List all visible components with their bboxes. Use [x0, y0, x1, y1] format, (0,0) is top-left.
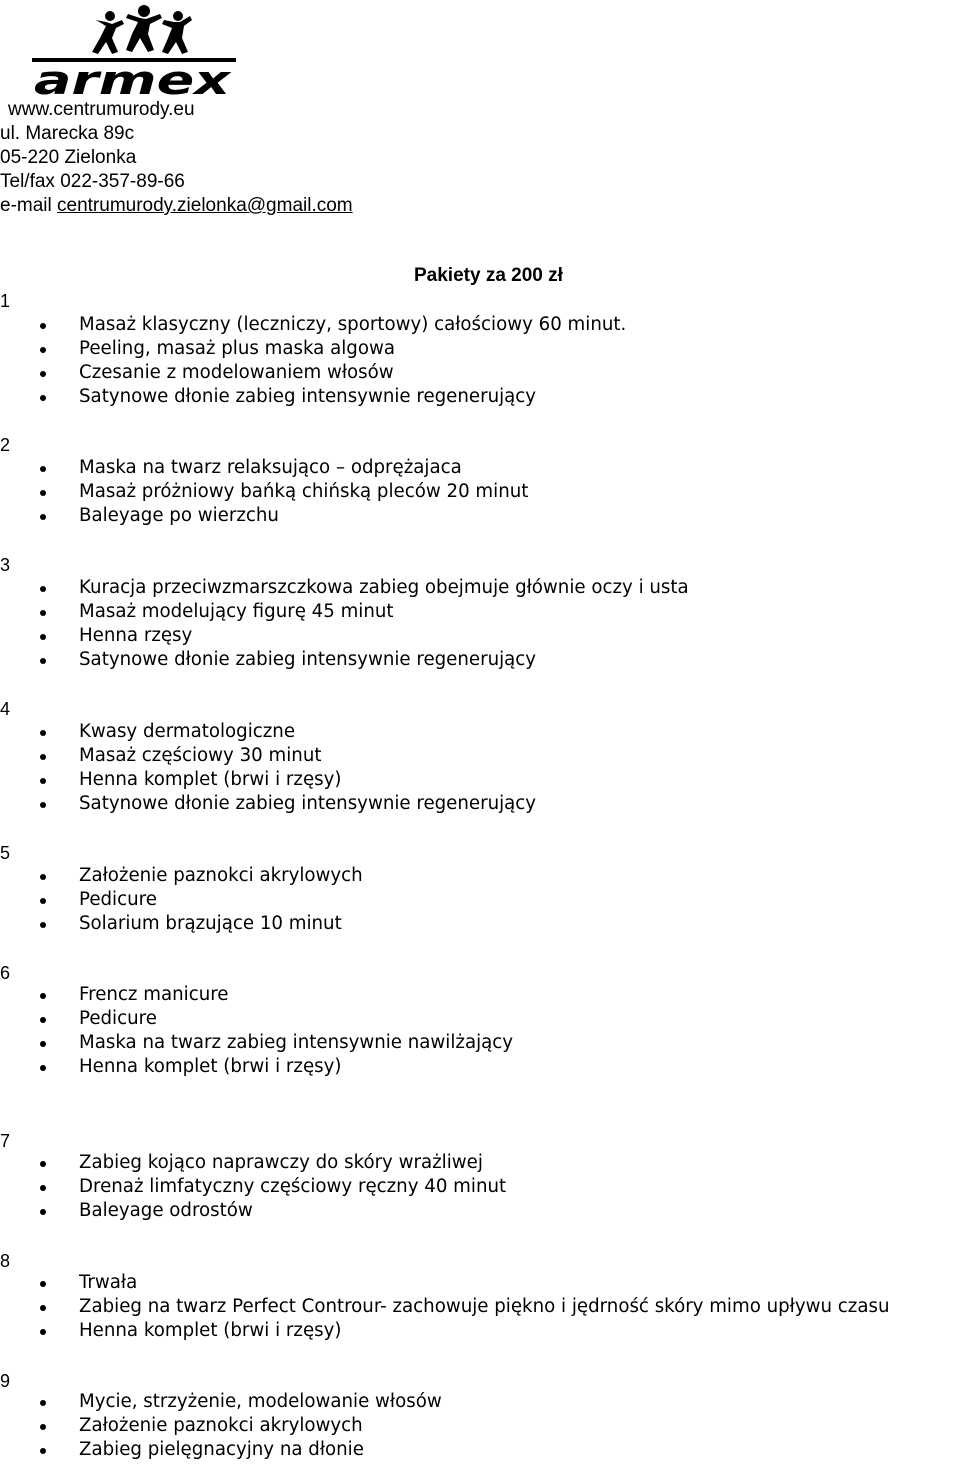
list-item-text: Frencz manicure [79, 984, 229, 1005]
list-item-text: Kwasy dermatologiczne [79, 721, 296, 742]
bullet-icon [40, 1448, 46, 1454]
list-item-text: Baleyage odrostów [79, 1200, 253, 1221]
list-item [0, 768, 536, 792]
list-item [0, 1199, 506, 1223]
bullet-icon [40, 1185, 46, 1191]
list-item-text: Zabieg pielęgnacyjny na dłonie [79, 1439, 364, 1460]
contact-email-line [0, 194, 353, 218]
list-item-text: Trwała [79, 1272, 138, 1293]
package-item-list [0, 576, 689, 672]
bullet-icon [40, 658, 46, 664]
bullet-icon [40, 1041, 46, 1047]
package-number: 6 [0, 963, 11, 983]
list-item-text: Masaż modelujący figurę 45 minut [79, 601, 394, 622]
list-item-text: Masaż częściowy 30 minut [79, 745, 322, 766]
contact-block [0, 98, 353, 218]
list-item-text: Pedicure [79, 889, 157, 910]
package-number: 1 [0, 291, 11, 311]
list-item-text: Zabieg kojąco naprawczy do skóry wrażliwej [79, 1152, 483, 1173]
bullet-icon [40, 1065, 46, 1071]
package-item-list [0, 456, 528, 528]
page-title: Pakiety za 200 zł [414, 265, 563, 286]
list-item [0, 1319, 890, 1343]
logo-wordmark: armex [34, 58, 232, 98]
list-item-text: Założenie paznokci akrylowych [79, 865, 363, 886]
package-item-list [0, 1390, 442, 1462]
list-item [0, 1151, 506, 1175]
list-item [0, 361, 626, 385]
package-item-list [0, 1151, 506, 1223]
list-item [0, 1031, 513, 1055]
list-item [0, 648, 689, 672]
package-number: 7 [0, 1131, 11, 1151]
list-item [0, 480, 528, 504]
bullet-icon [40, 514, 46, 520]
list-item-text: Henna komplet (brwi i rzęsy) [79, 1320, 342, 1341]
list-item [0, 912, 363, 936]
list-item [0, 1055, 513, 1079]
list-item-text: Założenie paznokci akrylowych [79, 1415, 363, 1436]
list-item [0, 792, 536, 816]
bullet-icon [40, 1017, 46, 1023]
package-number: 2 [0, 435, 11, 455]
bullet-icon [40, 490, 46, 496]
bullet-icon [40, 610, 46, 616]
list-item [0, 1007, 513, 1031]
package-item-list [0, 983, 513, 1079]
bullet-icon [40, 1305, 46, 1311]
package-number: 8 [0, 1251, 11, 1271]
bullet-icon [40, 1161, 46, 1167]
list-item [0, 1271, 890, 1295]
list-item [0, 1295, 890, 1319]
list-item [0, 576, 689, 600]
list-item-text: Peeling, masaż plus maska algowa [79, 338, 395, 359]
contact-phone: Tel/fax 022-357-89-66 [0, 171, 185, 192]
list-item-text: Baleyage po wierzchu [79, 505, 279, 526]
list-item [0, 1438, 442, 1462]
list-item-text: Henna komplet (brwi i rzęsy) [79, 769, 342, 790]
list-item-text: Pedicure [79, 1008, 157, 1029]
list-item-text: Kuracja przeciwzmarszczkowa zabieg obejmuje głównie oczy i usta [79, 577, 689, 598]
package-item-list [0, 1271, 890, 1343]
bullet-icon [40, 586, 46, 592]
bullet-icon [40, 371, 46, 377]
list-item [0, 983, 513, 1007]
list-item [0, 888, 363, 912]
list-item [0, 720, 536, 744]
logo-figures-icon [92, 5, 192, 54]
list-item-text: Zabieg na twarz Perfect Controur- zachowuje piękno i jędrność skóry mimo upływu czasu [79, 1296, 890, 1317]
list-item [0, 624, 689, 648]
bullet-icon [40, 634, 46, 640]
list-item [0, 456, 528, 480]
bullet-icon [40, 898, 46, 904]
contact-street: ul. Marecka 89c [0, 123, 135, 144]
list-item-text: Henna komplet (brwi i rzęsy) [79, 1056, 342, 1077]
package-item-list [0, 720, 536, 816]
bullet-icon [40, 466, 46, 472]
list-item [0, 1390, 442, 1414]
list-item [0, 1414, 442, 1438]
contact-website[interactable]: www.centrumurody.eu [8, 99, 195, 120]
list-item-text: Henna rzęsy [79, 625, 193, 646]
list-item [0, 744, 536, 768]
bullet-icon [40, 1329, 46, 1335]
list-item-text: Masaż próżniowy bańką chińską pleców 20 minut [79, 481, 529, 502]
list-item [0, 600, 689, 624]
package-item-list [0, 313, 626, 409]
list-item-text: Mycie, strzyżenie, modelowanie włosów [79, 1391, 442, 1412]
list-item [0, 504, 528, 528]
contact-email-prefix: e-mail [0, 195, 58, 216]
bullet-icon [40, 395, 46, 401]
list-item [0, 313, 626, 337]
list-item-text: Maska na twarz relaksująco – odprężajaca [79, 457, 462, 478]
bullet-icon [40, 993, 46, 999]
bullet-icon [40, 730, 46, 736]
package-number: 9 [0, 1371, 11, 1391]
armex-logo [26, 4, 238, 98]
list-item-text: Satynowe dłonie zabieg intensywnie regenerujący [79, 793, 537, 814]
bullet-icon [40, 754, 46, 760]
bullet-icon [40, 802, 46, 808]
bullet-icon [40, 922, 46, 928]
package-number: 3 [0, 555, 11, 575]
bullet-icon [40, 1281, 46, 1287]
list-item-text: Satynowe dłonie zabieg intensywnie regenerujący [79, 649, 537, 670]
list-item-text: Drenaż limfatyczny częściowy ręczny 40 minut [79, 1176, 507, 1197]
contact-email-link[interactable]: centrumurody.zielonka@gmail.com [57, 195, 353, 216]
list-item [0, 385, 626, 409]
list-item-text: Satynowe dłonie zabieg intensywnie regenerujący [79, 386, 537, 407]
bullet-icon [40, 347, 46, 353]
bullet-icon [40, 323, 46, 329]
package-number: 4 [0, 699, 11, 719]
list-item-text: Czesanie z modelowaniem włosów [79, 362, 394, 383]
bullet-icon [40, 1400, 46, 1406]
list-item [0, 864, 363, 888]
bullet-icon [40, 874, 46, 880]
contact-city: 05-220 Zielonka [0, 147, 137, 168]
list-item-text: Masaż klasyczny (leczniczy, sportowy) całościowy 60 minut. [79, 314, 627, 335]
list-item-text: Maska na twarz zabieg intensywnie nawilżający [79, 1032, 514, 1053]
bullet-icon [40, 1209, 46, 1215]
list-item-text: Solarium brązujące 10 minut [79, 913, 342, 934]
list-item [0, 1175, 506, 1199]
bullet-icon [40, 1424, 46, 1430]
package-number: 5 [0, 843, 11, 863]
list-item [0, 337, 626, 361]
package-item-list [0, 864, 363, 936]
bullet-icon [40, 778, 46, 784]
